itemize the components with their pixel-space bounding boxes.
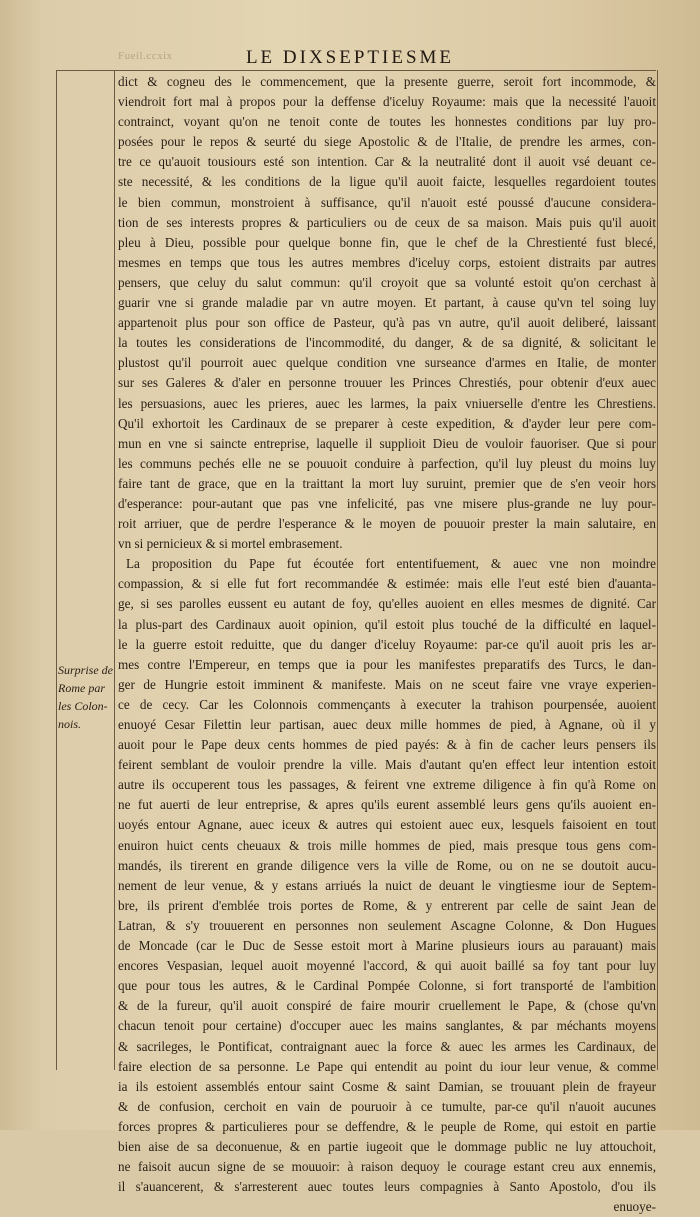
text-line: forces propres & particulieres pour se deffendre, & le peuple de Rome, qui estoit en partie <box>118 1118 656 1134</box>
text-line: la toutes les considerations de l'incommodité, du danger, & de sa dignité, & solicitant le <box>118 335 656 351</box>
text-line: Qu'il exhortoit les Cardinaux de se preparer à ceste expedition, & d'ayder leur pere com- <box>118 415 656 431</box>
text-line: d'esperance: pour-autant que pas vne infelicité, pas vne misere plus-grande ne luy pour- <box>118 495 656 511</box>
text-line: les communs pechés elle ne se pouuoit conduire à parfection, qu'il luy pleust du moins luy <box>118 455 656 471</box>
text-margin-rule <box>114 70 115 1070</box>
text-line: la plus-part des Cardinaux auoit opinion, qu'il estoit plus touché de la difficulté en laquel- <box>118 616 656 632</box>
text-line: guarir vne si grande maladie par vn autre moyen. Et partant, à cause qu'vn tel soing luy <box>118 295 656 311</box>
ghost-folio: Fueil.ccxix <box>118 50 173 62</box>
text-line: faire tant de grace, que en la traittant la mort luy suruint, premier que de s'en veoir hors <box>118 475 656 491</box>
margin-note-line: Rome par <box>58 681 105 695</box>
text-line: ger de Hungrie estoit imminent & manifeste. Mais on ne sceut faire vne vraye experien- <box>118 676 656 692</box>
running-title: LE DIXSEPTIESME <box>245 47 455 68</box>
text-line: il s'auancerent, & s'arresterent auec toutes leurs compagnies à Santo Apostolo, d'ou ils <box>118 1179 656 1195</box>
text-line: contrainct, voyant qu'on ne tenoit conte de toutes les honnestes conditions par luy pro- <box>118 114 656 130</box>
text-line: chacun tenoit pour certaine) d'occuper auec les mains sanglantes, & par méchants moyens <box>118 1018 656 1034</box>
text-line: auoit pour le Pape deux cents hommes de pied payés: & à fin de cacher leurs pensers ils <box>118 737 656 753</box>
text-line: & de confusion, cerchoit en vain de pouruoir à ce tumulte, par-ce qu'il n'auoit aucunes <box>118 1098 656 1114</box>
text-line: ne fut auerti de leur entreprise, & apres qu'ils eurent assemblé leurs gens qu'ils auoient en- <box>118 797 656 813</box>
text-line: le bien commun, monstroient à suffisance, qu'il n'auoit esté poussé d'aucune considera- <box>118 194 656 210</box>
text-line: tre ce qu'auoit tousiours esté son intention. Car & la neutralité dont il auoit vsé deuant ce- <box>118 154 656 170</box>
text-line: le la guerre estoit reduitte, que du danger d'iceluy Royaume: par-ce qu'il auoit pris les ar- <box>118 636 656 652</box>
text-line: Latran, & s'y trouuerent en personnes non seulement Ascagne Colonne, & Don Hugues <box>118 917 656 933</box>
text-line: mesmes en temps que tous les autres membres d'iceluy corps, estoient distraits par autres <box>118 254 656 270</box>
text-line: pensers, que celuy du salut commun: qu'il croyoit que sa volunté estoit qu'on cerchast à <box>118 274 656 290</box>
text-line: plustost qu'il pourroit auec quelque condition vne surseance d'armes en Italie, de monter <box>118 355 656 371</box>
text-line: sur ses Galeres & d'aler en personne trouuer les Princes Chrestiés, pour obtenir d'eux auec <box>118 375 656 391</box>
text-line: ne faisoit aucun signe de se mouuoir: à raison dequoy le courage estant creu aux ennemis, <box>118 1159 656 1175</box>
text-line: encores Vespasian, lequel auoit moyenné l'accord, & qui auoit baillé sa foy tant pour luy <box>118 958 656 974</box>
text-line: autre ils occuperent tous les passages, & feirent vne extreme diligence à fin qu'à Rome on <box>118 777 656 793</box>
text-line: roit arriuer, que de perdre l'esperance & le moyen de pouuoir prester la main salutaire, en <box>118 516 656 532</box>
text-line: enuiron huict cents cheuaux & trois mille hommes de pied, mais presque tous gens com- <box>118 837 656 853</box>
text-line: uoyés entour Agnane, auec iceux & autres qui estoient auec eux, lesquels faisoient en tout <box>118 817 656 833</box>
text-line: vn si pernicieux & si mortel embrasement. <box>118 536 343 552</box>
margin-note-line: les Colon- <box>58 699 108 713</box>
text-line: feirent semblant de vouloir prendre la ville. Mais d'autant qu'en effect leur intention estoit <box>118 757 656 773</box>
text-line: La proposition du Pape fut écoutée fort ententifuement, & auec vne non moindre <box>126 556 656 572</box>
text-line: bien aise de sa deconuenue, & en partie iugeoit que le dommage public ne luy attouchoit, <box>118 1138 656 1154</box>
body-text <box>118 72 656 1217</box>
text-line: viendroit fort mal à propos pour la deffense d'iceluy Royaume: mais que la necessité l'auoit <box>118 94 656 110</box>
text-line: tion de ses interests propres & particuliers ou de ceux de sa maison. Mais puis qu'il auoit <box>118 214 656 230</box>
text-line: enuoye- <box>613 1199 656 1215</box>
text-line: appartenoit plus pour son office de Pasteur, qu'à pas vn autre, qu'il auoit deliberé, laissant <box>118 315 656 331</box>
text-line: enuoyé Cesar Filettin leur partisan, auec deux mille hommes de pied, à Agnane, où il y <box>118 717 656 732</box>
text-line: posées pour le repos & seurté du siege Apostolic & de l'Italie, de prendre les armes, con- <box>118 134 656 150</box>
text-line: mun en vne si saincte entreprise, laquelle il supplioit Dieu de vouloir fauoriser. Que si pour <box>118 435 656 451</box>
text-line: mes contre l'Empereur, en temps que ia pour les manifestes preparatifs des Turcs, le dan- <box>118 656 656 672</box>
text-line: bre, ils prirent d'emblée trois portes de Rome, & y entrerent par celle de saint Jean de <box>118 897 656 913</box>
text-line: les persuasions, auec les prieres, auec les larmes, la paix vniuerselle d'entre les Chrestiens. <box>118 395 656 411</box>
top-rule <box>56 70 656 71</box>
margin-note-line: Surprise de <box>58 663 113 677</box>
text-line: faire election de sa personne. Le Pape qui entendit au point du iour leur venue, & comme <box>118 1058 656 1074</box>
text-line: de Moncade (car le Duc de Sesse estoit mort à Marine plusieurs iours au parauant) mais <box>118 938 656 954</box>
text-line: pleu à Dieu, possible pour quelque bonne fin, que le chef de la Chrestienté fust blecé, <box>118 234 656 250</box>
right-margin-rule <box>657 70 658 1070</box>
text-line: ce de cecy. Car les Colonnois commençants à executer la trahison pourpensée, auoient <box>118 696 656 712</box>
left-margin-rule <box>56 70 57 1070</box>
text-line: compassion, & si elle fut fort recommandée & estimée: mais elle l'eut esté bien d'auanta- <box>118 576 656 592</box>
text-line: ste necessité, & les conditions de la ligue qu'il auoit faicte, lesquelles regardoient toutes <box>118 174 656 190</box>
text-line: nement de leur venue, & y estans arriués la nuict de deuant le vingtiesme iour de Septem- <box>118 877 656 893</box>
text-line: mandés, ils tirerent en grande diligence vers la ville de Rome, ou on ne se doutoit aucu- <box>118 857 656 873</box>
text-line: ia ils estoient assemblés entour saint Cosme & saint Damian, se trouuant plein de frayeur <box>118 1078 656 1094</box>
text-line: ge, si ses parolles eussent eu autant de foy, qu'elles auoient en elles mesmes de dignité. Car <box>118 596 656 612</box>
margin-note-line: nois. <box>58 717 82 731</box>
text-line: & de la fureur, qu'il auoit conspiré de faire mourir cruellement le Pape, & (chose qu'vn <box>118 998 656 1014</box>
margin-note <box>58 661 114 733</box>
text-line: dict & cogneu des le commencement, que la presente guerre, seroit fort incommode, & <box>118 74 656 89</box>
text-line: & sacrileges, le Pontificat, contraignant auec la force & auec les armes les Cardinaux, de <box>118 1038 656 1054</box>
text-line: que pour tous les autres, & le Cardinal Pompée Colonne, si fort transporté de l'ambition <box>118 978 656 994</box>
